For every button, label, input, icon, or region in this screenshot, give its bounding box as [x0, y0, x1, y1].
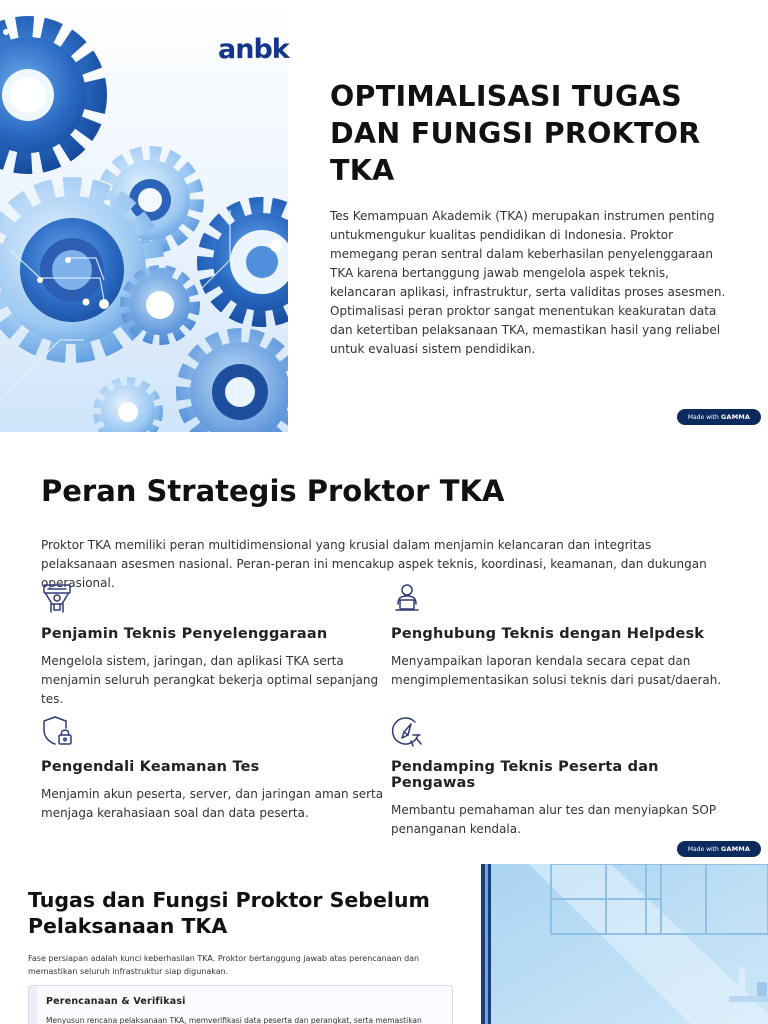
role-card-title: Penjamin Teknis Penyelenggaraan	[41, 626, 328, 642]
compass-icon	[391, 715, 423, 747]
role-card-text: Menjamin akun peserta, server, dan jaringan aman serta menjaga kerahasiaan soal dan data peserta.	[41, 787, 384, 820]
badge-label: Made with	[687, 845, 719, 853]
role-card-text: Menyampaikan laporan kendala secara cepat dan mengimplementasikan solusi teknis dari pusat/daerah.	[391, 654, 722, 687]
role-card-teknis	[41, 582, 391, 709]
person-laptop-icon	[391, 582, 423, 614]
made-with-gamma-badge[interactable]	[677, 841, 761, 857]
intro-paragraph: Tes Kemampuan Akademik (TKA) merupakan instrumen penting untukmengukur kualitas pendidikan di Indonesia. Proktor memegang peran sentral dalam keberhasilan penyelenggaraan TKA karena bertanggung jawab mengelola aspek teknis, kelancaran aplikasi, infrastruktur, serta validitas proses asesmen. Optimalisasi peran proktor sangat menentukan keakuratan data dan ketertiban pelaksanaan TKA, memastikan hasil yang reliabel untuk evaluasi sistem pendidikan.	[330, 209, 726, 356]
role-card-title: Penghubung Teknis dengan Helpdesk	[391, 626, 705, 642]
badge-brand: GAMMA	[720, 845, 751, 853]
section-title: Tugas dan Fungsi Proktor Sebelum Pelaksanaan TKA	[28, 888, 430, 938]
step-card-perencanaan	[28, 985, 453, 1024]
anbk-logo: anbk	[218, 34, 289, 65]
shield-lock-icon	[41, 715, 73, 747]
cover-slide	[0, 0, 768, 432]
section-title: Peran Strategis Proktor TKA	[41, 474, 505, 508]
step-card-accent	[29, 986, 37, 1024]
role-card-helpdesk	[391, 582, 741, 690]
role-card-text: Membantu pemahaman alur tes dan menyiapkan SOP penanganan kendala.	[391, 803, 717, 836]
roles-slide	[0, 432, 768, 864]
badge-brand: GAMMA	[720, 413, 751, 421]
room-illustration	[481, 864, 768, 1024]
badge-label: Made with	[687, 413, 719, 421]
role-card-pendamping	[391, 715, 741, 839]
role-card-keamanan	[41, 715, 391, 823]
presenter-icon	[41, 582, 73, 614]
step-card-title: Perencanaan & Verifikasi	[46, 996, 186, 1007]
step-card-text: Menyusun rencana pelaksanaan TKA, memverifikasi data peserta dan perangkat, serta memastikan	[46, 1016, 422, 1024]
made-with-gamma-badge[interactable]	[677, 409, 761, 425]
section-description: Fase persiapan adalah kunci keberhasilan TKA. Proktor bertanggung jawab atas perencanaan dan memastikan seluruh infrastruktur siap digunakan.	[28, 954, 420, 976]
role-card-text: Mengelola sistem, jaringan, dan aplikasi TKA serta menjamin seluruh perangkat bekerja optimal sepanjang tes.	[41, 654, 379, 706]
page-title: OPTIMALISASI TUGAS DAN FUNGSI PROKTOR TKA	[330, 80, 701, 187]
section-description: Proktor TKA memiliki peran multidimensional yang krusial dalam menjamin kelancaran dan integritas pelaksanaan asesmen nasional. Peran-peran ini mencakup aspek teknis, koordinasi, keamanan, dan dukungan operasional.	[41, 538, 707, 590]
role-card-title: Pengendali Keamanan Tes	[41, 759, 260, 775]
preparation-slide	[0, 864, 768, 1024]
role-card-title: Pendamping Teknis Peserta dan Pengawas	[391, 759, 659, 791]
